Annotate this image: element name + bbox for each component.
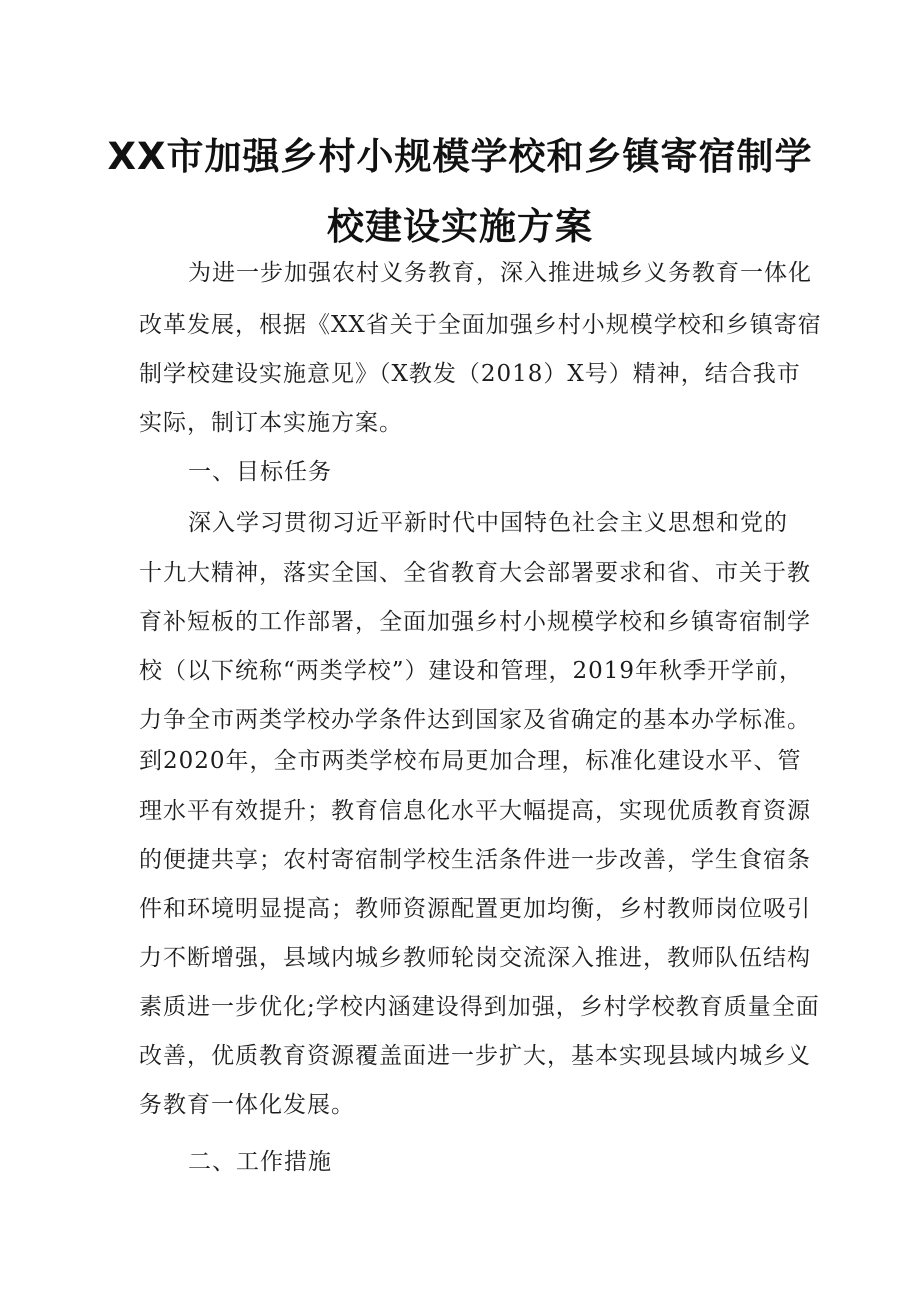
- paragraph-goals-line: 校（以下统称“两类学校”）建设和管理，2019年秋季开学前，: [139, 658, 804, 684]
- paragraph-goals-line: 深入学习贯彻习近平新时代中国特色社会主义思想和党的: [188, 510, 788, 536]
- document-title-line-2: 校建设实施方案: [327, 205, 593, 248]
- paragraph-goals-line: 力争全市两类学校办学条件达到国家及省确定的基本办学标准。: [139, 707, 811, 733]
- paragraph-goals-line: 的便捷共享；农村寄宿制学校生活条件进一步改善，学生食宿条: [139, 847, 811, 873]
- paragraph-goals-line: 素质进一步优化;学校内涵建设得到加强，乡村学校教育质量全面: [139, 994, 820, 1020]
- paragraph-goals-line: 十九大精神，落实全国、全省教育大会部署要求和省、市关于教: [139, 560, 811, 586]
- paragraph-goals-line: 到2020年，全市两类学校布局更加合理，标准化建设水平、管: [139, 748, 802, 774]
- paragraph-goals-line: 理水平有效提升；教育信息化水平大幅提高，实现优质教育资源: [139, 798, 811, 824]
- paragraph-intro-line: 为进一步加强农村义务教育，深入推进城乡义务教育一体化: [188, 260, 812, 286]
- section-heading-measures: 二、工作措施: [188, 1149, 332, 1175]
- paragraph-intro-line: 实际，制订本实施方案。: [139, 410, 403, 436]
- paragraph-goals-line: 件和环境明显提高；教师资源配置更加均衡，乡村教师岗位吸引: [139, 896, 811, 922]
- paragraph-intro-line: 制学校建设实施意见》（X教发（2018）X号）精神，结合我市: [139, 361, 801, 387]
- paragraph-goals-line: 改善，优质教育资源覆盖面进一步扩大，基本实现县域内城乡义: [139, 1043, 811, 1069]
- paragraph-goals-line: 育补短板的工作部署，全面加强乡村小规模学校和乡镇寄宿制学: [139, 609, 811, 635]
- paragraph-goals-line: 务教育一体化发展。: [139, 1092, 355, 1118]
- paragraph-intro-line: 改革发展，根据《XX省关于全面加强乡村小规模学校和乡镇寄宿: [139, 312, 822, 338]
- section-heading-goals: 一、目标任务: [188, 459, 332, 485]
- document-title-line-1: XX市加强乡村小规模学校和乡镇寄宿制学: [107, 135, 813, 178]
- paragraph-goals-line: 力不断增强，县域内城乡教师轮岗交流深入推进，教师队伍结构: [139, 945, 811, 971]
